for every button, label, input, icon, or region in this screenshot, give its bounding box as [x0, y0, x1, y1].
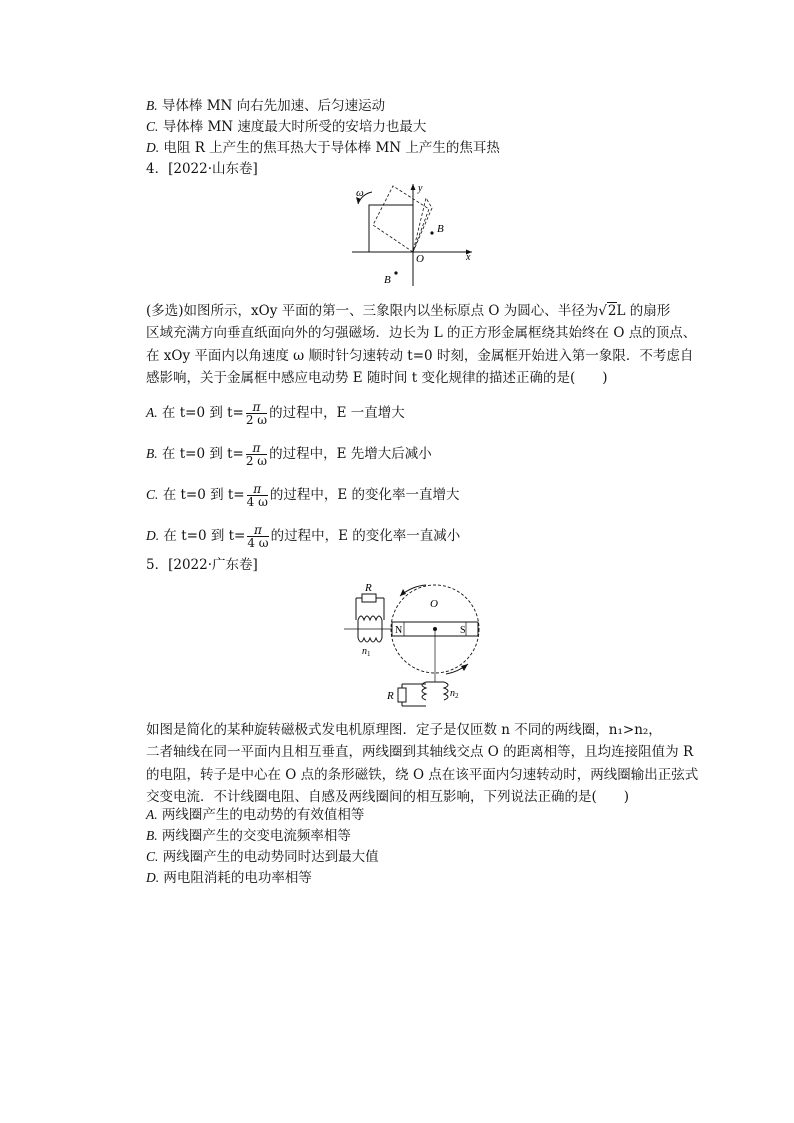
option-letter: C.	[146, 849, 159, 864]
q5-stem-line-3: 的电阻，转子是中心在 O 点的条形磁铁，绕 O 点在该平面内匀速转动时，两线圈输出正弦式	[146, 767, 699, 783]
q5-stem-line-4: 交变电流．不计线圈电阻、自感及两线圈间的相互影响，下列说法正确的是( )	[146, 789, 630, 805]
resistor-2	[398, 688, 406, 702]
option-text: 的过程中，E 先增大后减小	[269, 446, 432, 462]
q4-stem-line-2: 区域充满方向垂直纸面向外的匀强磁场．边长为 L 的正方形金属框绕其始终在 O 点的顶点、	[146, 325, 697, 341]
option-text: 在 t=0 到 t=	[161, 446, 244, 462]
q5-option-d	[146, 869, 312, 887]
n2-label: $n_2$	[450, 688, 459, 700]
q5-option-a	[146, 806, 364, 824]
q4-header: 4．[2022·山东卷]	[146, 161, 258, 177]
q4-option-a	[146, 401, 405, 426]
q4-stem-line-1	[146, 302, 670, 320]
q5-stem-line-1: 如图是简化的某种旋转磁极式发电机原理图．定子是仅匝数 n 不同的两线圈，n₁>n₂，	[146, 722, 662, 738]
option-letter: C.	[146, 487, 159, 502]
resistor-2-label: R	[387, 690, 394, 702]
q4-option-b	[146, 442, 432, 467]
field-point-1	[430, 231, 433, 234]
q5-figure	[340, 580, 485, 710]
sqrt-symbol: √2	[598, 303, 617, 319]
q5-option-c	[146, 848, 379, 866]
b-label-2: B	[384, 274, 391, 286]
option-text: 的过程中，E 一直增大	[269, 405, 405, 421]
center-point	[433, 627, 437, 631]
fraction: $\frac{\pi}{4 \omega}$	[246, 482, 268, 509]
q4-option-d	[146, 524, 460, 549]
y-label: y	[418, 183, 423, 194]
b-label-1: B	[437, 223, 444, 235]
south-pole-label: S	[460, 625, 466, 636]
field-point-2	[394, 271, 397, 274]
sqrt-radicand: 2	[607, 303, 617, 319]
q3-option-b	[146, 97, 385, 115]
stem-text: L 的扇形	[616, 303, 671, 319]
option-text: 电阻 R 上产生的焦耳热大于导体棒 MN 上产生的焦耳热	[163, 140, 500, 156]
origin-label: O	[416, 253, 424, 265]
fraction: $\frac{\pi}{2 \omega}$	[245, 400, 268, 427]
option-letter: C.	[146, 119, 159, 134]
q4-stem-line-3: 在 xOy 平面内以角速度 ω 顺时针匀速转动 t=0 时刻，金属框开始进入第一象限．不考虑自	[146, 348, 694, 364]
option-text: 在 t=0 到 t=	[163, 528, 246, 544]
option-letter: B.	[146, 446, 158, 461]
q3-option-d	[146, 139, 500, 157]
option-text: 两线圈产生的交变电流频率相等	[161, 828, 351, 844]
q5-option-b	[146, 827, 351, 845]
omega-label: ω	[356, 187, 364, 199]
option-letter: A.	[146, 405, 158, 420]
resistor-1-label: R	[365, 582, 372, 594]
option-text: 两电阻消耗的电功率相等	[163, 870, 312, 886]
stem-text: (多选)如图所示，xOy 平面的第一、三象限内以坐标原点 O 为圆心、半径为	[146, 303, 599, 319]
option-letter: B.	[146, 98, 158, 113]
q4-option-c	[146, 483, 460, 508]
q3-option-c	[146, 118, 426, 136]
q5-header: 5．[2022·广东卷]	[146, 557, 258, 573]
fraction: $\frac{\pi}{2 \omega}$	[245, 441, 268, 468]
x-label: x	[466, 252, 471, 263]
option-letter: B.	[146, 828, 158, 843]
option-letter: D.	[146, 528, 160, 543]
option-letter: A.	[146, 807, 158, 822]
option-text: 两线圈产生的电动势同时达到最大值	[162, 849, 379, 865]
option-text: 在 t=0 到 t=	[162, 487, 245, 503]
q4-figure	[340, 180, 480, 290]
option-text: 两线圈产生的电动势的有效值相等	[161, 807, 365, 823]
option-text: 的过程中，E 的变化率一直减小	[270, 528, 461, 544]
option-text: 的过程中，E 的变化率一直增大	[269, 487, 460, 503]
q5-stem-line-2: 二者轴线在同一平面内且相互垂直，两线圈到其轴线交点 O 的距离相等，且均连接阻值为 R	[146, 744, 694, 760]
resistor-1	[362, 594, 376, 602]
option-text: 在 t=0 到 t=	[161, 405, 244, 421]
coil-2	[422, 682, 448, 700]
square-frame	[369, 205, 413, 252]
n1-label: $n_1$	[362, 646, 371, 658]
option-letter: D.	[146, 140, 160, 155]
y-arrow-icon	[411, 184, 416, 190]
center-label: O	[430, 598, 438, 610]
fraction: $\frac{\pi}{4 \omega}$	[247, 523, 269, 550]
option-text: 导体棒 MN 向右先加速、后匀速运动	[161, 98, 386, 114]
q4-stem-line-4: 感影响，关于金属框中感应电动势 E 随时间 t 变化规律的描述正确的是( )	[146, 370, 608, 386]
option-text: 导体棒 MN 速度最大时所受的安培力也最大	[162, 119, 427, 135]
north-pole-label: N	[395, 625, 403, 636]
option-letter: D.	[146, 870, 160, 885]
